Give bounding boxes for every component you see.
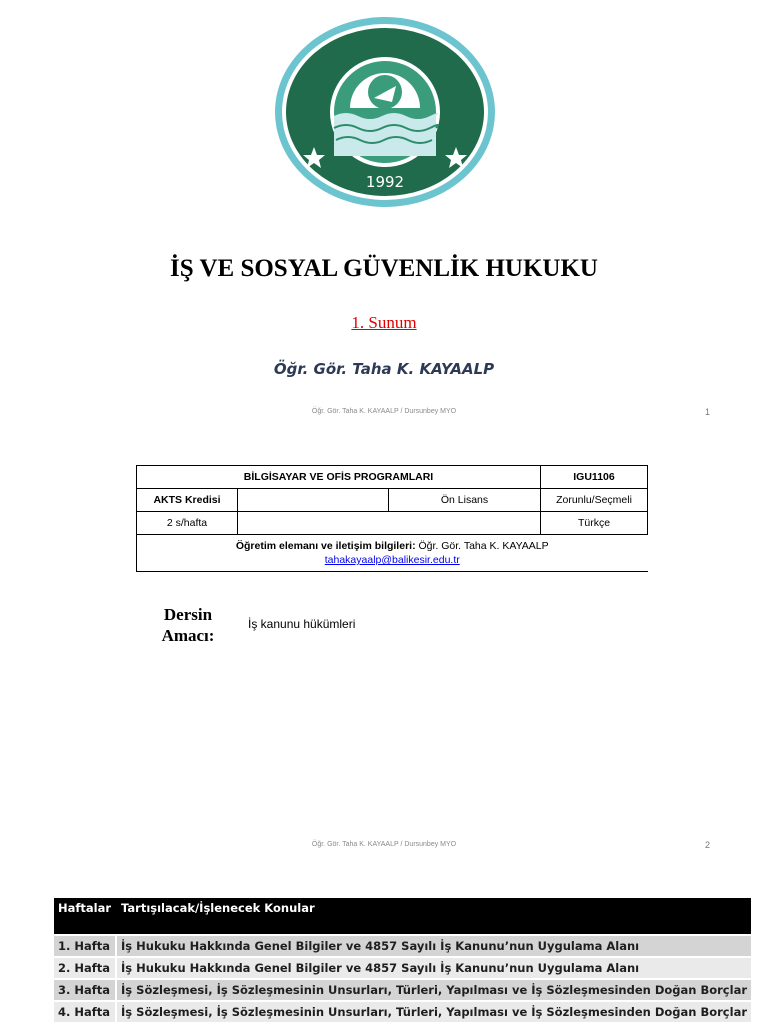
schedule-row [54,1002,751,1022]
purpose-value: İş kanunu hükümleri [248,617,356,631]
course-row-hours [137,512,648,535]
course-code: IGU1106 [541,466,648,489]
schedule-row [54,936,751,956]
schedule-week: 1. Hafta [54,936,117,956]
page2-number: 2 [704,840,710,850]
page1-number: 1 [704,407,710,417]
course-hours: 2 s/hafta [137,512,238,535]
seal-year: 1992 [365,173,405,191]
schedule-topic: İş Hukuku Hakkında Genel Bilgiler ve 4857 Sayılı İş Kanunu’nun Uygulama Alanı [117,936,751,956]
course-hours-extra [238,512,541,535]
instructor-email-link[interactable]: tahakayaalp@balikesir.edu.tr [324,554,460,566]
seal-name-text: BALIKESİR ÜNİVERSİTESİ [274,1,499,20]
schedule-topic: İş Sözleşmesi, İş Sözleşmesinin Unsurları, Türleri, Yapılması ve İş Sözleşmesinden Doğan Borçlar [117,1002,751,1022]
instructor-label: Öğretim elemanı ve iletişim bilgileri: [235,540,416,552]
course-info-table [136,465,648,572]
course-row-title [137,466,648,489]
course-language: Türkçe [541,512,648,535]
presentation-number: 1. Sunum [351,313,417,332]
page2-footer: Öğr. Gör. Taha K. KAYAALP / Dursunbey MYO [311,841,457,848]
akts-label: AKTS Kredisi [137,489,238,512]
schedule-topic: İş Hukuku Hakkında Genel Bilgiler ve 4857 Sayılı İş Kanunu’nun Uygulama Alanı [117,958,751,978]
purpose-label: Dersin Amacı: [161,605,215,645]
instructor-name: Öğr. Gör. Taha K. KAYAALP [418,540,549,552]
schedule-week: 4. Hafta [54,1002,117,1022]
course-row-instructor [137,535,648,572]
document-title: İŞ VE SOSYAL GÜVENLİK HUKUKU [170,255,598,282]
university-seal-logo [274,1,499,208]
course-level: Ön Lisans [389,489,541,512]
schedule-header-row [54,898,751,934]
akts-value [238,489,389,512]
schedule-row [54,958,751,978]
instructor-info [137,535,648,572]
course-row-akts [137,489,648,512]
page1-footer: Öğr. Gör. Taha K. KAYAALP / Dursunbey MYO [311,408,457,415]
header-weeks: Haftalar [54,898,117,934]
schedule-week: 3. Hafta [54,980,117,1000]
schedule-week: 2. Hafta [54,958,117,978]
schedule-topic: İş Sözleşmesi, İş Sözleşmesinin Unsurları, Türleri, Yapılması ve İş Sözleşmesinden Doğan Borçlar [117,980,751,1000]
course-name: BİLGİSAYAR VE OFİS PROGRAMLARI [137,466,541,489]
course-type: Zorunlu/Seçmeli [541,489,648,512]
author-name: Öğr. Gör. Taha K. KAYAALP [273,360,495,378]
weekly-schedule-table [54,896,751,1024]
schedule-row [54,980,751,1000]
header-topics: Tartışılacak/İşlenecek Konular [117,898,751,934]
